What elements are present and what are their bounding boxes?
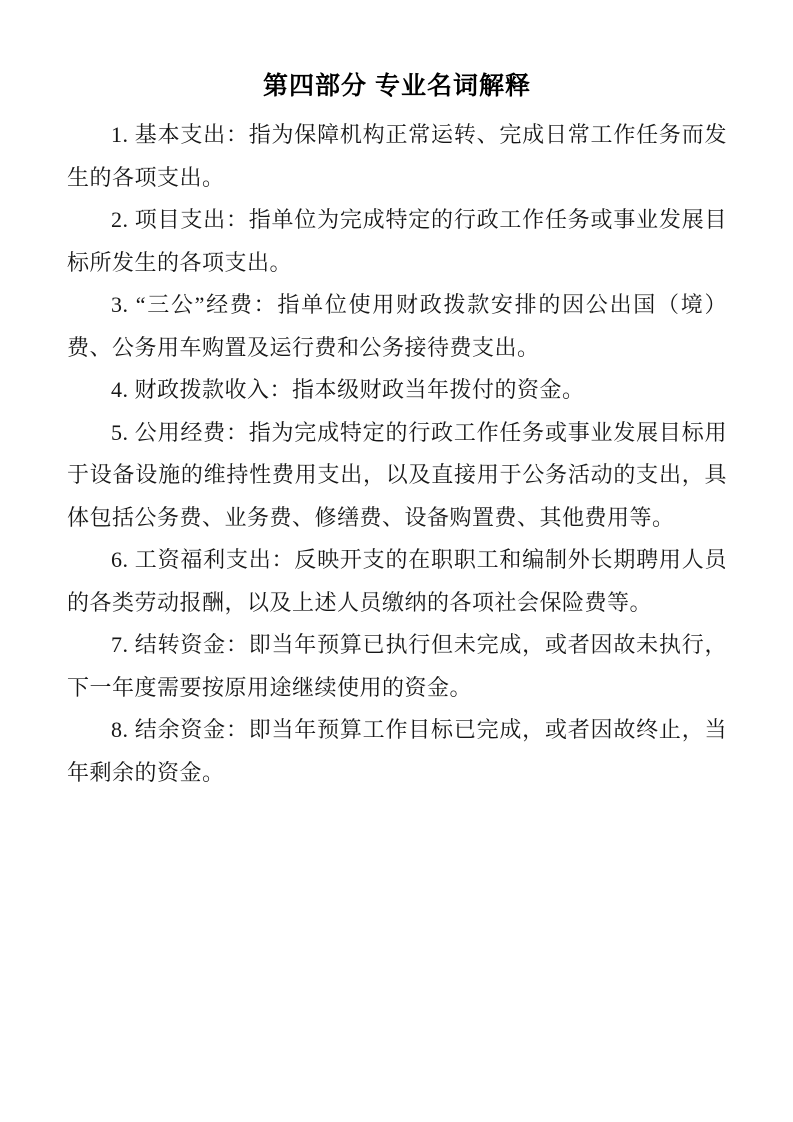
definition-paragraph-fiscal-appropriation-income: 4. 财政拨款收入：指本级财政当年拨付的资金。 — [111, 377, 585, 402]
definition-paragraph-salary-welfare-expenditure: 6. 工资福利支出：反映开支的在职职工和编制外长期聘用人员的各类劳动报酬，以及上述人员缴纳的各项社会保险费等。 — [67, 547, 727, 615]
page-title: 第四部分 专业名词解释 — [263, 72, 531, 100]
document-body — [67, 114, 727, 794]
definition-paragraph-basic-expenditure: 1. 基本支出：指为保障机构正常运转、完成日常工作任务而发生的各项支出。 — [67, 122, 727, 190]
definition-paragraph-surplus-funds: 8. 结余资金：即当年预算工作目标已完成，或者因故终止，当年剩余的资金。 — [67, 717, 727, 785]
definition-paragraph-carryover-funds: 7. 结转资金：即当年预算已执行但未完成，或者因故未执行，下一年度需要按原用途继续使用的资金。 — [67, 632, 727, 700]
definition-paragraph-three-public-funds: 3. “三公”经费：指单位使用财政拨款安排的因公出国（境）费、公务用车购置及运行费和公务接待费支出。 — [67, 292, 727, 360]
definition-paragraph-project-expenditure: 2. 项目支出：指单位为完成特定的行政工作任务或事业发展目标所发生的各项支出。 — [67, 207, 727, 275]
definition-paragraph-public-funds: 5. 公用经费：指为完成特定的行政工作任务或事业发展目标用于设备设施的维持性费用支出，以及直接用于公务活动的支出，具体包括公务费、业务费、修缮费、设备购置费、其他费用等。 — [67, 419, 727, 530]
